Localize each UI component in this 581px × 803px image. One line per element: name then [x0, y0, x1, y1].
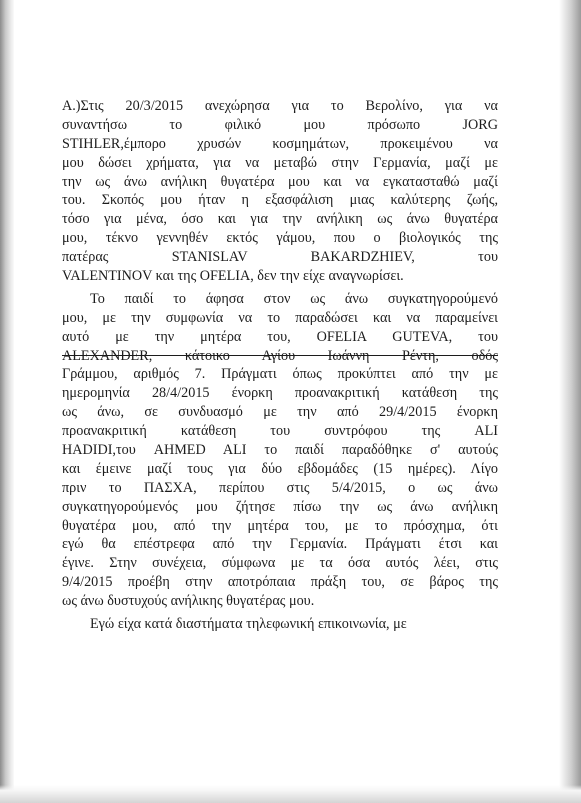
text-line: μου, τέκνο γεννηθέν εκτός γάμου, που ο βιολογικός της [62, 230, 498, 247]
document-page-text [62, 97, 498, 634]
text-line: συναντήσω το φιλικό μου πρόσωπο JORG [62, 116, 498, 133]
text-line: Γράμμου, αριθμός 7. Πράγματι όπως προκύπτει από την με [62, 366, 498, 383]
scan-shadow-bottom [0, 785, 581, 803]
paragraph-1 [62, 97, 498, 286]
text-line: θυγατέρα μου, από την μητέρα του, με το πρόσχημα, ότι [62, 517, 498, 534]
text-line: αυτό με την μητέρα του, OFELIA GUTEVA, του [62, 328, 498, 345]
text-line: προανακριτική κατάθεση του συντρόφου της ALI [62, 423, 498, 440]
text-line: ημερομηνία 28/4/2015 ένορκη προανακριτική κατάθεση της [62, 385, 498, 402]
text-line: 9/4/2015 προέβη στην αποτρόπαια πράξη του, σε βάρος της [62, 574, 498, 591]
paragraph-3 [62, 615, 498, 634]
text-line: τόσο για μένα, όσο και για την ανήλικη ως άνω θυγατέρα [62, 211, 498, 228]
scan-shadow-left [0, 0, 14, 803]
text-line: ως άνω δυστυχούς ανήλικης θυγατέρας μου. [62, 593, 315, 610]
text-line: έγινε. Στην συνέχεια, σύμφωνα με τα όσα αυτός λέει, στις [62, 555, 498, 572]
text-line: εγώ θα επέστρεφα από την Γερμανία. Πράγματι έτσι και [62, 536, 498, 553]
text-line: Εγώ είχα κατά διαστήματα τηλεφωνική επικοινωνία, με [90, 616, 407, 633]
text-line: του. Σκοπός μου ήταν η εξασφάλιση μιας καλύτερης ζωής, [62, 192, 498, 209]
text-line: ως άνω, σε συνδυασμό με την από 29/4/2015 ένορκη [62, 404, 498, 421]
text-line: VALENTINOV και της OFELIA, δεν την είχε αναγνωρίσει. [62, 268, 404, 285]
text-line: την ως άνω ανήλικη θυγατέρα μου και να εγκατασταθώ μαζί [62, 173, 498, 190]
text-line: και έμεινε μαζί τους για δύο εβδομάδες (15 ημέρες). Λίγο [62, 460, 498, 477]
text-line: μου, με την συμφωνία να το παραδώσει και να παραμείνει [62, 309, 498, 326]
text-line: STIHLER,έμπορο χρυσών κοσμημάτων, προκειμένου να [62, 135, 498, 152]
text-line: HADIDI,του AHMED ALI το παιδί παραδόθηκε σ' αυτούς [62, 442, 498, 459]
scan-shadow-right [559, 0, 581, 803]
text-line: συγκατηγορούμενός μου ζήτησε πίσω την ως άνω ανήλικη [62, 498, 498, 515]
text-line: πατέρας STANISLAV BAKARDZHIEV, του [62, 249, 498, 266]
text-line: πριν το ΠΑΣΧΑ, περίπου στις 5/4/2015, ο ως άνω [62, 479, 498, 496]
text-line: Το παιδί το άφησα στον ως άνω συγκατηγορούμενό [90, 290, 498, 307]
text-line: Α.)Στις 20/3/2015 ανεχώρησα για το Βερολίνο, για να [62, 98, 498, 114]
text-line: μου δώσει χρήματα, για να μεταβώ στην Γερμανία, μαζί με [62, 154, 498, 171]
text-line-struck: ALEXANDER, κάτοικο Αγίου Ιωάννη Ρέντη, οδός [62, 347, 498, 364]
paragraph-2 [62, 290, 498, 611]
